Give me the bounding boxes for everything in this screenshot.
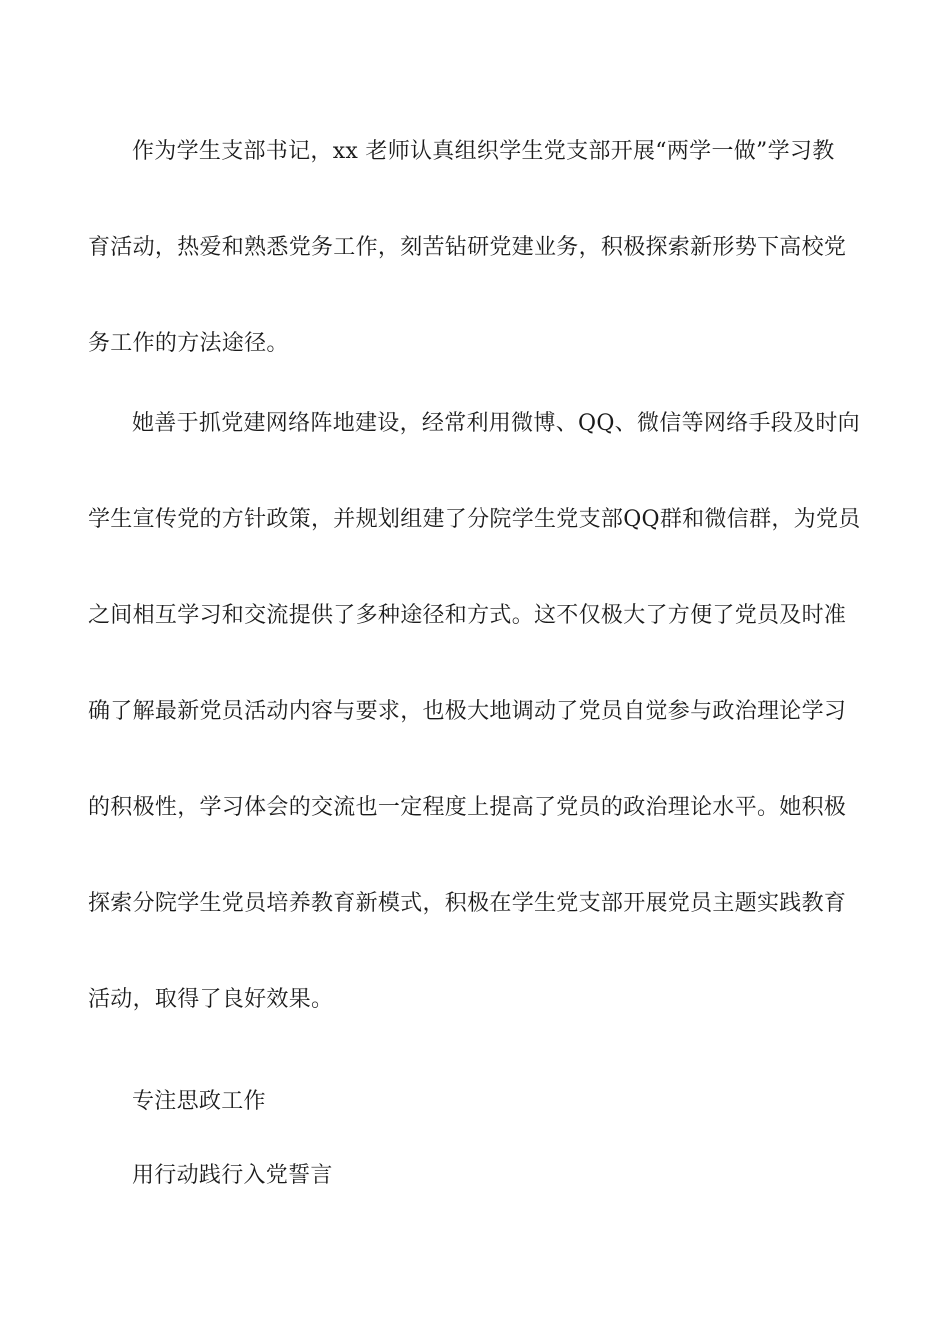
section-heading: 专注思政工作 xyxy=(132,1089,266,1114)
paragraph-line: 探索分院学生党员培养教育新模式，积极在学生党支部开展党员主题实践教育 xyxy=(88,891,847,916)
paragraph-line: 务工作的方法途径。 xyxy=(88,331,289,356)
paragraph-line: 之间相互学习和交流提供了多种途径和方式。这不仅极大了方便了党员及时准 xyxy=(88,603,847,628)
paragraph-line: 学生宣传党的方针政策，并规划组建了分院学生党支部QQ群和微信群，为党员 xyxy=(88,507,861,532)
paragraph-2 xyxy=(88,376,861,1048)
paragraph-line: 作为学生支部书记，xx 老师认真组织学生党支部开展“两学一做”学习教 xyxy=(132,139,835,164)
paragraph-1 xyxy=(88,104,858,392)
paragraph-line: 确了解最新党员活动内容与要求，也极大地调动了党员自觉参与政治理论学习 xyxy=(88,699,847,724)
section-heading: 用行动践行入党誓言 xyxy=(132,1163,333,1188)
paragraph-line: 她善于抓党建网络阵地建设，经常利用微博、QQ、微信等网络手段及时向 xyxy=(132,411,860,436)
paragraph-line: 的积极性，学习体会的交流也一定程度上提高了党员的政治理论水平。她积极 xyxy=(88,795,847,820)
paragraph-line: 活动，取得了良好效果。 xyxy=(88,987,334,1012)
paragraph-line: 育活动，热爱和熟悉党务工作，刻苦钻研党建业务，积极探索新形势下高校党 xyxy=(88,235,847,260)
